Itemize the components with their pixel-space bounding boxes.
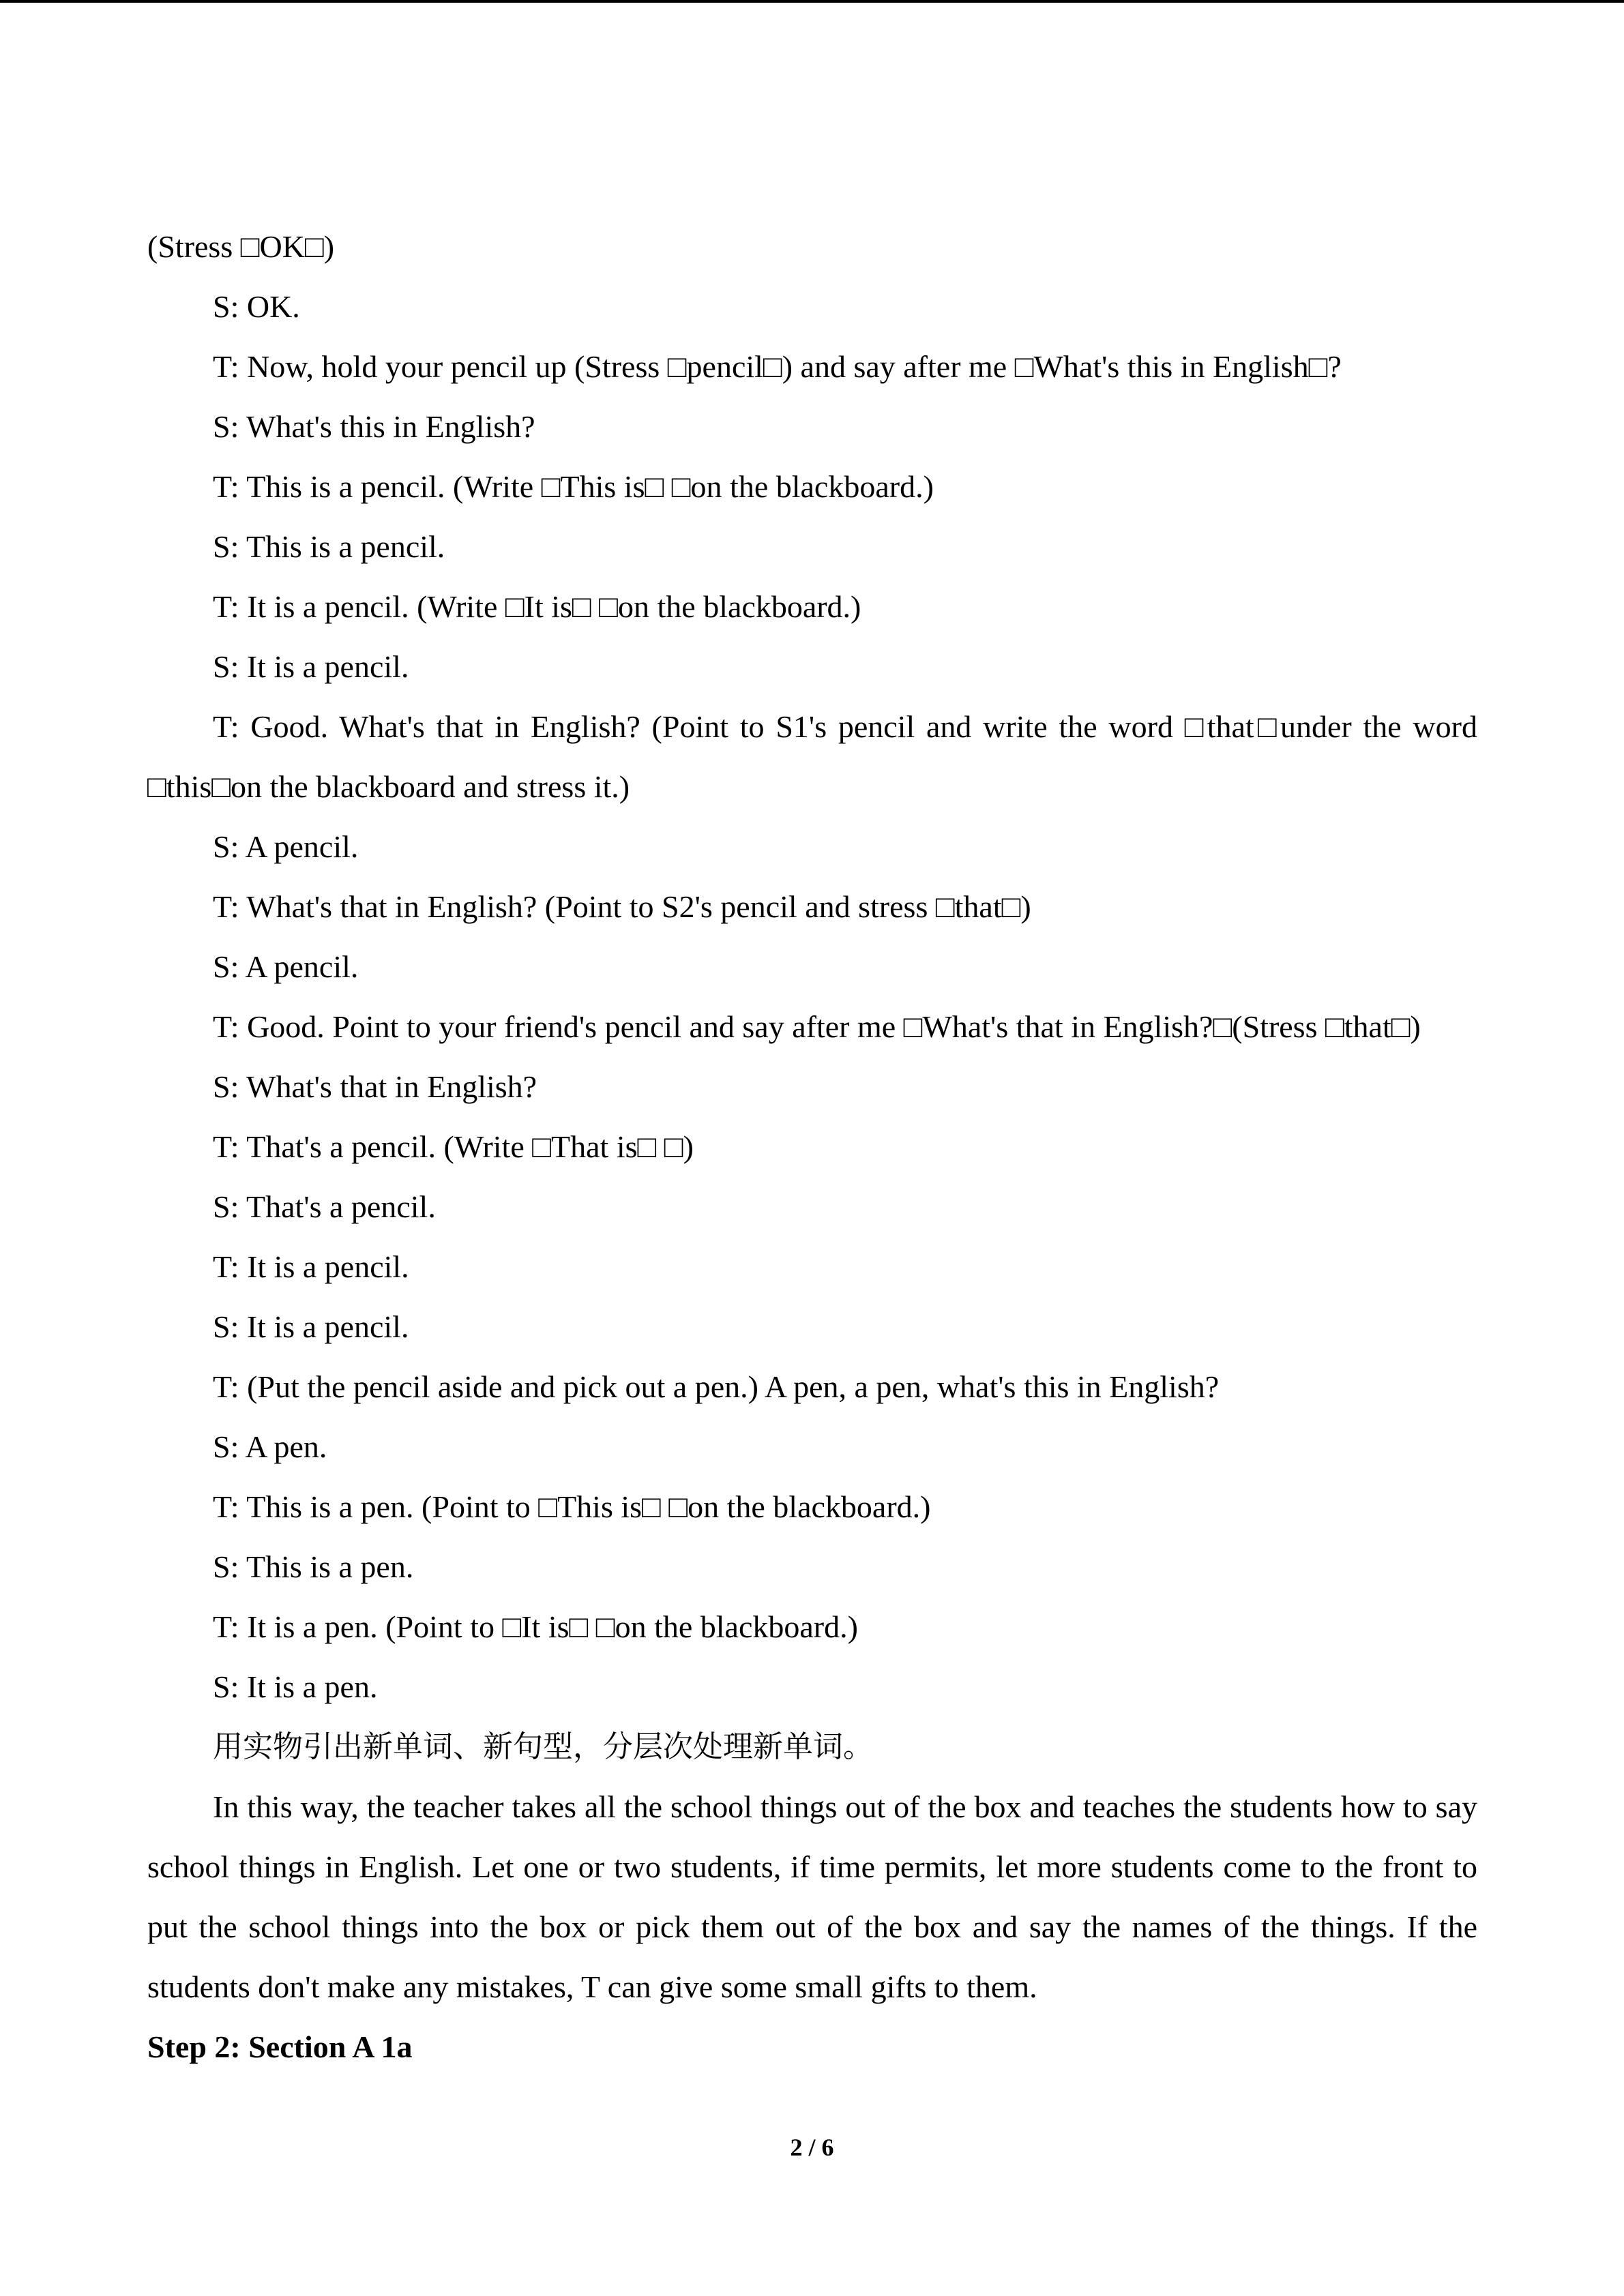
page-body <box>147 217 1477 2077</box>
text-line: T: It is a pencil. (Write □It is□ □on the blackboard.) <box>213 589 861 624</box>
text-line: S: A pen. <box>213 1429 327 1464</box>
wrapped-text-line: T: Good. What's that in English? (Point to S1's pencil and write the word □that□under the word □this□on the blackboard and stress it.) <box>147 709 1477 804</box>
text-line: T: That's a pencil. (Write □That is□ □) <box>213 1129 694 1164</box>
text-line: T: Good. Point to your friend's pencil and say after me □What's that in English?□(Stress □that□) <box>213 1009 1421 1044</box>
chinese-note: 用实物引出新单词、新句型，分层次处理新单词。 <box>213 1729 873 1764</box>
section-heading: Step 2: Section A 1a <box>147 2029 413 2064</box>
body-paragraph: In this way, the teacher takes all the school things out of the box and teaches the students how to say school things in English. Let one or two students, if time permits, let more students come to the front to put the school things into the box or pick them out of the box and say the names of the things. If the students don't make any mistakes, T can give some small gifts to them. <box>147 1789 1477 2004</box>
text-line: T: It is a pen. (Point to □It is□ □on the blackboard.) <box>213 1609 858 1644</box>
text-line: S: A pencil. <box>213 829 359 864</box>
text-line: T: Now, hold your pencil up (Stress □pencil□) and say after me □What's this in English□? <box>213 349 1342 384</box>
text-line: S: This is a pencil. <box>213 529 445 564</box>
text-line: S: That's a pencil. <box>213 1189 436 1224</box>
page-number: 2 / 6 <box>790 2134 834 2161</box>
text-line: S: What's that in English? <box>213 1069 537 1104</box>
text-line: S: It is a pencil. <box>213 649 409 684</box>
text-line: S: A pencil. <box>213 949 359 984</box>
text-line: S: OK. <box>213 289 300 324</box>
text-line: T: What's that in English? (Point to S2's pencil and stress □that□) <box>213 889 1031 924</box>
text-line: S: It is a pencil. <box>213 1309 409 1344</box>
text-line: S: What's this in English? <box>213 409 535 444</box>
top-border <box>0 0 1624 3</box>
text-line: T: This is a pen. (Point to □This is□ □on the blackboard.) <box>213 1489 931 1524</box>
text-line: T: It is a pencil. <box>213 1249 409 1284</box>
text-line: T: (Put the pencil aside and pick out a pen.) A pen, a pen, what's this in English? <box>213 1369 1220 1404</box>
text-line: S: This is a pen. <box>213 1549 414 1584</box>
text-line: T: This is a pencil. (Write □This is□ □on the blackboard.) <box>213 469 934 504</box>
text-line: S: It is a pen. <box>213 1669 378 1704</box>
text-line: (Stress □OK□) <box>147 229 335 264</box>
